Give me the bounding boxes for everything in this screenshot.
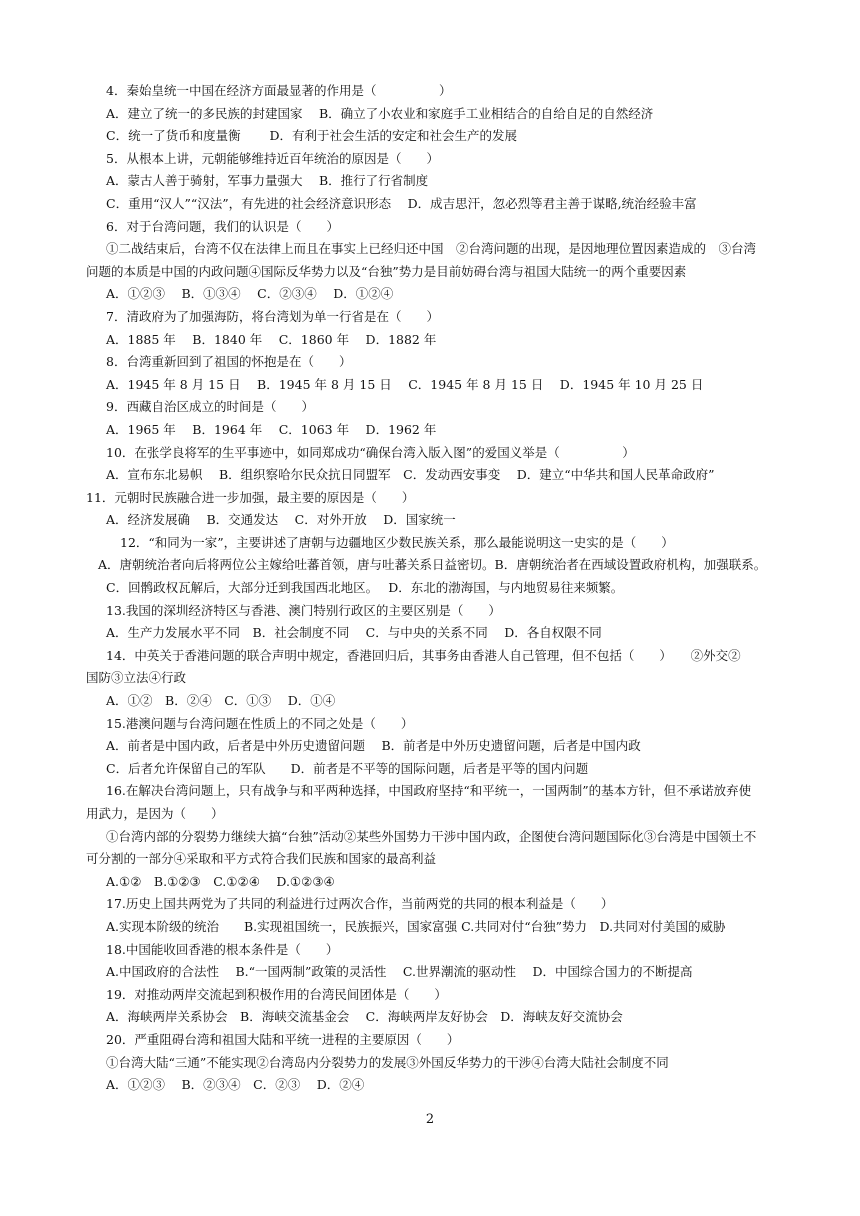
question-8-stem: 8．台湾重新回到了祖国的怀抱是在（ ） — [106, 354, 352, 370]
question-11-options: A．经济发展确 B．交通发达 C．对外开放 D．国家统一 — [106, 512, 456, 528]
question-13-stem: 13.我国的深圳经济特区与香港、澳门特别行政区的主要区别是（ ） — [106, 602, 501, 618]
question-20-stem: 20．严重阻碍台湾和祖国大陆和平统一进程的主要原因（ ） — [106, 1031, 460, 1047]
question-13-options: A．生产力发展水平不同 B．社会制度不同 C．与中央的关系不同 D．各自权限不同 — [106, 625, 602, 641]
question-18-options: A.中国政府的合法性 B.“一国两制”政策的灵活性 C.世界潮流的驱动性 D．中国综合国力的不断提高 — [106, 964, 693, 980]
question-19-options: A．海峡两岸关系协会 B．海峡交流基金会 C．海峡两岸友好协会 D．海峡友好交流协会 — [106, 1009, 623, 1025]
question-list — [84, 80, 814, 1097]
question-14-stem: 14．中英关于香港问题的联合声明中规定，香港回归后，其事务由香港人自己管理，但不包括（ ） ②外交② — [106, 647, 741, 663]
question-6-stem: 6．对于台湾问题，我们的认识是（ ） — [106, 218, 339, 234]
question-14-options: A．①② B．②④ C．①③ D．①④ — [106, 693, 336, 709]
question-6-statements-line2: 问题的本质是中国的内政问题④国际反华势力以及“台独”势力是目前妨碍台湾与祖国大陆统一的两个重要因素 — [86, 263, 687, 279]
question-6-options: A．①②③ B．①③④ C．②③④ D．①②④ — [106, 286, 394, 302]
question-10-stem: 10．在张学良将军的生平事迹中，如同郑成功“确保台湾入版入图”的爱国义举是（ ） — [106, 444, 635, 460]
question-10-options: A．宣布东北易帜 B．组织察哈尔民众抗日同盟军 C．发动西安事变 D．建立“中华共和国人民革命政府” — [106, 467, 715, 483]
question-6-statements-line1: ①二战结束后，台湾不仅在法律上而且在事实上已经归还中国 ②台湾问题的出现，是因地理位置因素造成的 ③台湾 — [106, 241, 757, 257]
question-15-options-ab: A．前者是中国内政，后者是中外历史遗留问题 B．前者是中外历史遗留问题，后者是中国内政 — [106, 738, 641, 754]
question-15-options-cd: C．后者允许保留自己的军队 D．前者是不平等的国际问题，后者是平等的国内问题 — [106, 760, 589, 776]
question-9-stem: 9．西藏自治区成立的时间是（ ） — [106, 399, 314, 415]
page-number: 2 — [425, 1112, 435, 1127]
question-4-options-cd: C．统一了货币和度量衡 D．有利于社会生活的安定和社会生产的发展 — [106, 128, 518, 144]
question-16-stem: 16.在解决台湾问题上，只有战争与和平两种选择，中国政府坚持“和平统一，一国两制”的基本方针，但不承诺放弃使 — [106, 783, 752, 799]
question-17-options: A.实现本阶级的统治 B.实现祖国统一，民族振兴，国家富强 C.共同对付“台独”势力 D.共同对付美国的威胁 — [106, 918, 726, 934]
question-16-statements-line1: ①台湾内部的分裂势力继续大搞“台独”活动②某些外国势力干涉中国内政，企图使台湾问题国际化③台湾是中国领土不 — [106, 828, 757, 844]
question-12-stem: 12．“和同为一家”，主要讲述了唐朝与边疆地区少数民族关系，那么最能说明这一史实的是（ ） — [120, 534, 674, 550]
question-7-options: A．1885 年 B．1840 年 C．1860 年 D．1882 年 — [106, 331, 437, 347]
question-19-stem: 19．对推动两岸交流起到积极作用的台湾民间团体是（ ） — [106, 986, 447, 1002]
question-4-stem: 4．秦始皇统一中国在经济方面最显著的作用是（ ） — [106, 83, 452, 98]
question-11-stem: 11．元朝时民族融合进一步加强，最主要的原因是（ ） — [86, 489, 415, 505]
question-7-stem: 7．清政府为了加强海防，将台湾划为单一行省是在（ ） — [106, 308, 439, 324]
question-15-stem: 15.港澳问题与台湾问题在性质上的不同之处是（ ） — [106, 715, 414, 731]
question-8-options: A．1945 年 8 月 15 日 B．1945 年 8 月 15 日 C．1945 年 8 月 15 日 D．1945 年 10 月 25 日 — [106, 376, 704, 392]
question-20-statements: ①台湾大陆“三通”不能实现②台湾岛内分裂势力的发展③外国反华势力的干涉④台湾大陆社会制度不同 — [106, 1054, 669, 1070]
question-20-options: A．①②③ B．②③④ C．②③ D．②④ — [106, 1077, 365, 1093]
question-14-stem-continued: 国防③立法④行政 — [86, 670, 187, 686]
question-16-statements-line2: 可分割的一部分④采取和平方式符合我们民族和国家的最高利益 — [86, 851, 437, 867]
question-4-options-ab: A．建立了统一的多民族的封建国家 B．确立了小农业和家庭手工业相结合的自给自足的自然经济 — [106, 105, 654, 121]
question-17-stem: 17.历史上国共两党为了共同的利益进行过两次合作，当前两党的共同的根本利益是（ ） — [106, 896, 614, 912]
question-5-stem: 5．从根本上讲，元朝能够维持近百年统治的原因是（ ） — [106, 150, 439, 166]
question-9-options: A．1965 年 B．1964 年 C．1063 年 D．1962 年 — [106, 421, 437, 437]
question-12-options-ab: A．唐朝统治者向后将两位公主嫁给吐蕃首领，唐与吐蕃关系日益密切。B．唐朝统治者在西域设置政府机构，加强联系。 — [98, 557, 767, 573]
question-16-stem-continued: 用武力，是因为（ ） — [86, 806, 224, 821]
question-5-options-cd: C．重用“汉人”“汉法”，有先进的社会经济意识形态 D．成吉思汗，忽必烈等君主善于谋略,统治经验丰富 — [106, 195, 697, 211]
question-5-options-ab: A．蒙古人善于骑射，军事力量强大 B．推行了行省制度 — [106, 173, 429, 189]
question-12-options-cd: C．回鹘政权瓦解后，大部分迁到我国西北地区。 D．东北的渤海国，与内地贸易往来频繁。 — [106, 580, 624, 596]
question-16-options: A.①② B.①②③ C.①②④ D.①②③④ — [106, 873, 335, 889]
question-18-stem: 18.中国能收回香港的根本条件是（ ） — [106, 941, 339, 957]
